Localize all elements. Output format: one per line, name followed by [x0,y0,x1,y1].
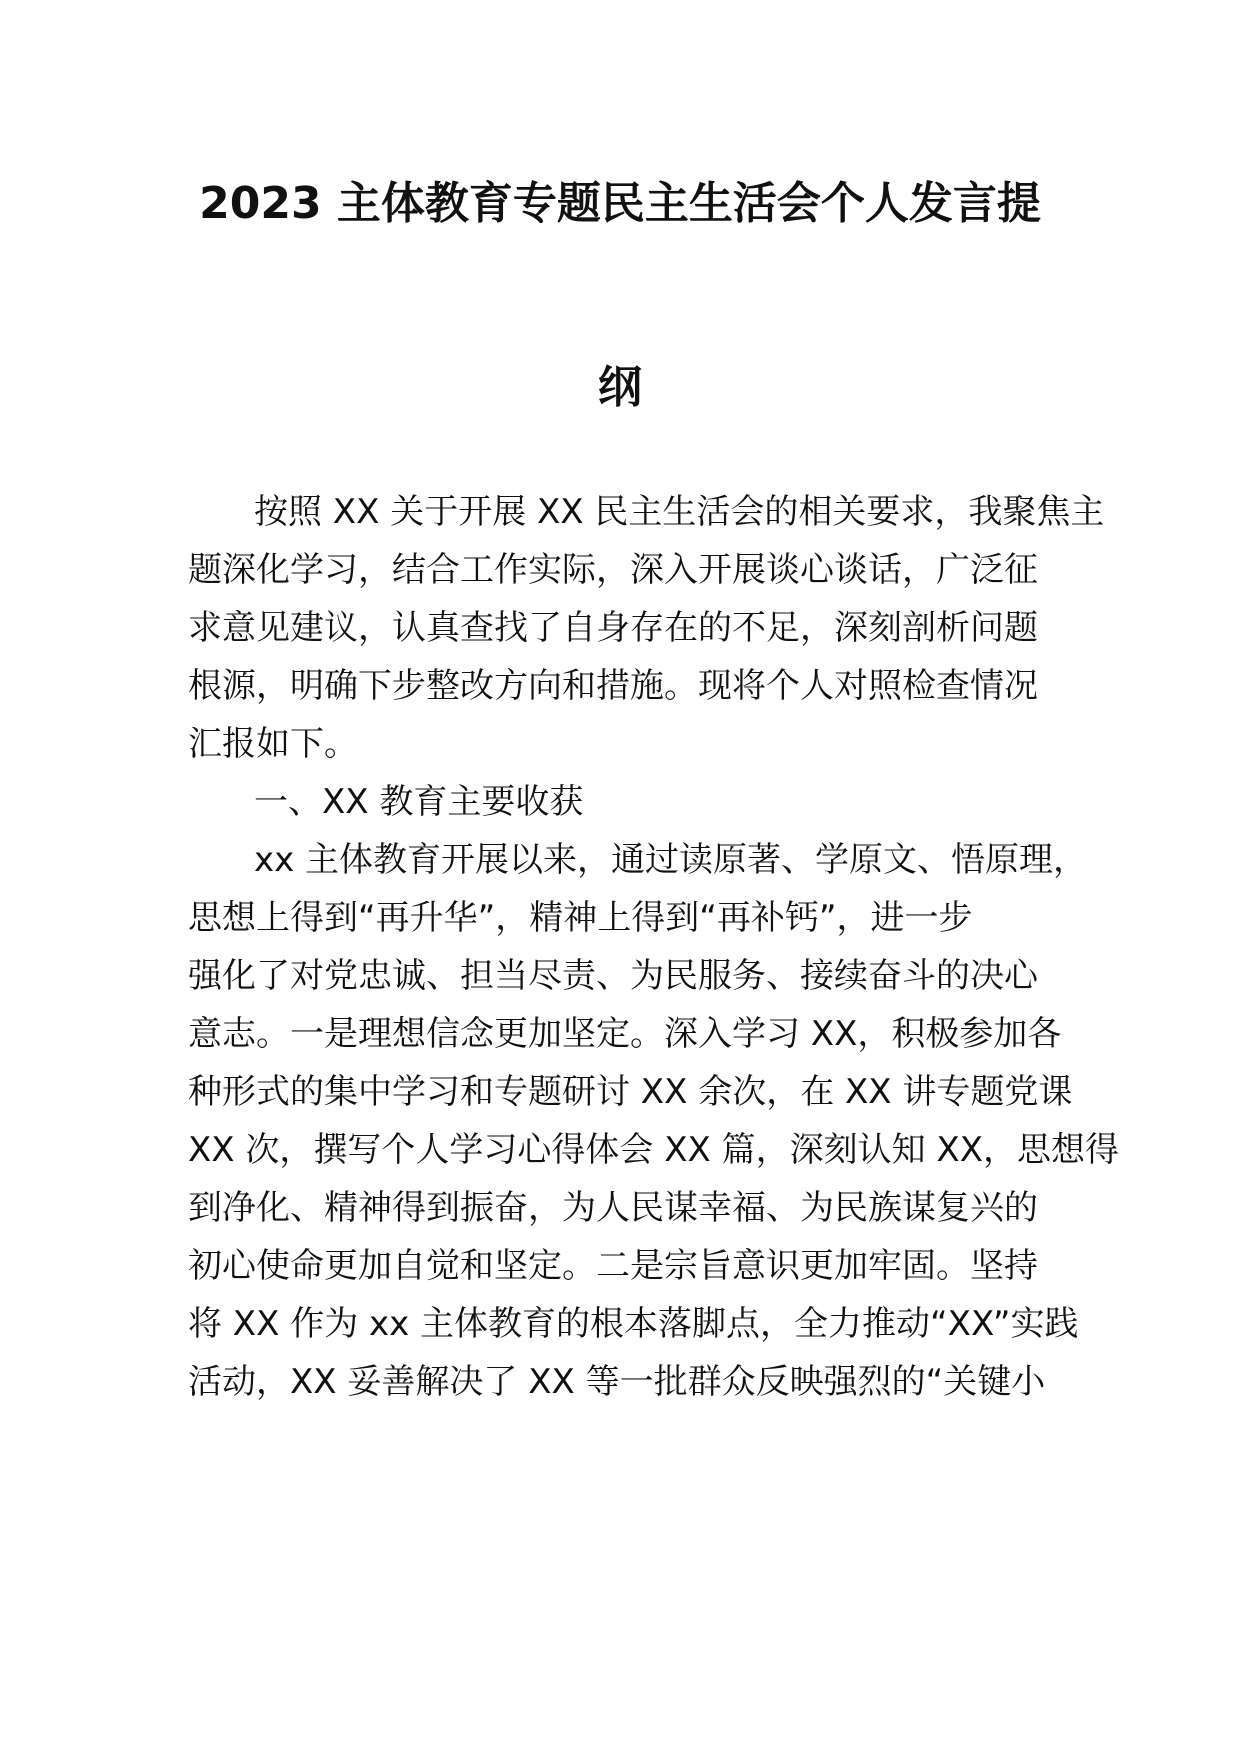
paragraph-line: 求意见建议，认真查找了自身存在的不足，深刻剖析问题 [188,608,1038,648]
paragraph-line: 题深化学习，结合工作实际，深入开展谈心谈话，广泛征 [188,550,1038,590]
paragraph-line: 强化了对党忠诚、担当尽责、为民服务、接续奋斗的决心 [188,956,1038,996]
paragraph-line: 将 XX 作为 xx 主体教育的根本落脚点，全力推动“XX”实践 [188,1304,1079,1344]
paragraph-line: 活动，XX 妥善解决了 XX 等一批群众反映强烈的“关键小 [188,1362,1046,1402]
paragraph-line: 种形式的集中学习和专题研讨 XX 余次，在 XX 讲专题党课 [188,1072,1073,1112]
paragraph-line: XX 次，撰写个人学习心得体会 XX 篇，深刻认知 XX，思想得 [188,1130,1119,1170]
paragraph-line: xx 主体教育开展以来，通过读原著、学原文、悟原理， [254,840,1088,880]
section-heading: 一、XX 教育主要收获 [254,782,584,822]
paragraph-line: 根源，明确下步整改方向和措施。现将个人对照检查情况 [188,666,1038,706]
paragraph-line: 思想上得到“再升华”，精神上得到“再补钙”，进一步 [188,898,973,938]
document-title-line-1: 2023 主体教育专题民主生活会个人发言提 [199,178,1041,229]
paragraph-line: 意志。一是理想信念更加坚定。深入学习 XX，积极参加各 [188,1014,1062,1054]
paragraph-line: 到净化、精神得到振奋，为人民谋幸福、为民族谋复兴的 [188,1188,1038,1228]
paragraph-line: 汇报如下。 [188,724,358,764]
document-title-line-2: 纲 [598,362,642,413]
paragraph-line: 按照 XX 关于开展 XX 民主生活会的相关要求，我聚焦主 [254,492,1105,532]
paragraph-line: 初心使命更加自觉和坚定。二是宗旨意识更加牢固。坚持 [188,1246,1038,1286]
